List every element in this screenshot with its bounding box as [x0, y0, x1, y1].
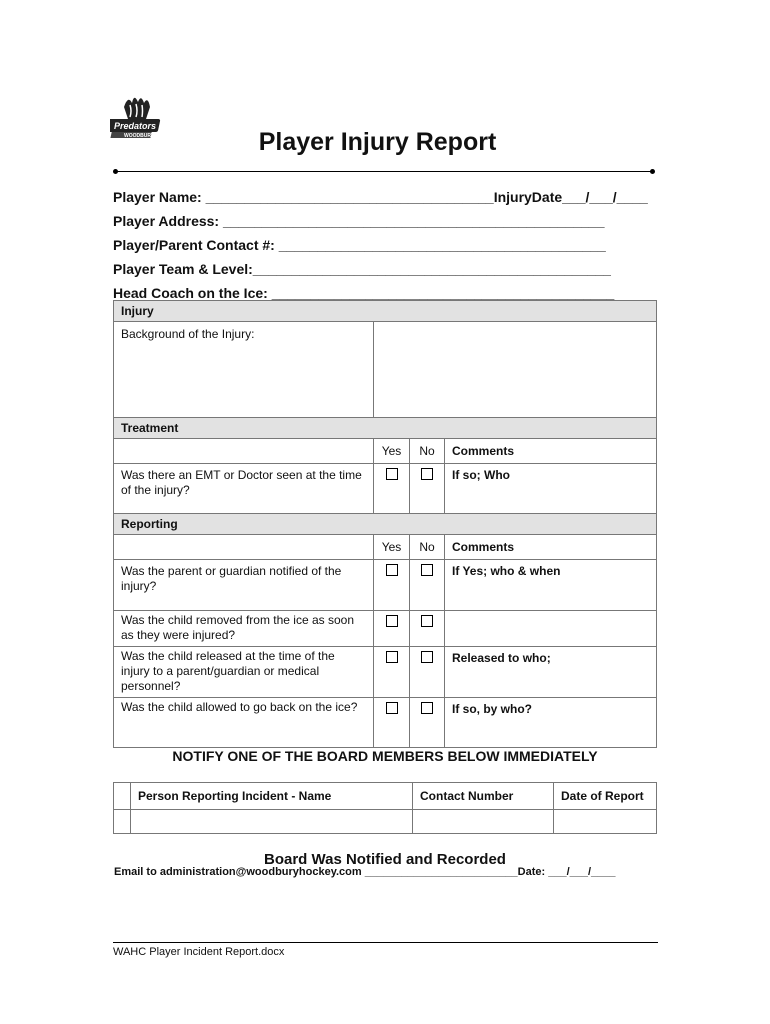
board-date-input[interactable] [554, 810, 657, 834]
treatment-question: Was there an EMT or Doctor seen at the time of the injury? [114, 464, 374, 514]
yes-checkbox[interactable] [386, 564, 398, 576]
title-rule [115, 171, 652, 172]
board-col-name: Person Reporting Incident - Name [131, 783, 413, 810]
reporting-question: Was the child released at the time of the injury to a parent/guardian or medical personnel? [114, 647, 374, 698]
reporting-question: Was the child removed from the ice as soon as they were injured? [114, 611, 374, 647]
yes-checkbox[interactable] [386, 615, 398, 627]
reporting-section-row [114, 514, 657, 535]
reporting-section-label: Reporting [114, 514, 657, 535]
rule-dot-right [650, 169, 655, 174]
yes-checkbox[interactable] [386, 468, 398, 480]
logo-subtext: WOODBURY [124, 133, 155, 139]
treatment-comment[interactable]: If so; Who [445, 464, 657, 514]
treatment-col-yes: Yes [374, 439, 410, 464]
injury-report-table [113, 300, 657, 748]
board-col-date: Date of Report [554, 783, 657, 810]
treatment-section-row [114, 418, 657, 439]
treatment-col-comments: Comments [445, 439, 657, 464]
board-index-cell [114, 810, 131, 834]
background-label: Background of the Injury: [114, 322, 374, 418]
board-header-row [114, 783, 657, 810]
no-checkbox[interactable] [421, 564, 433, 576]
reporting-col-comments: Comments [445, 535, 657, 560]
reporting-row [114, 560, 657, 611]
reporting-row [114, 698, 657, 748]
reporting-comment[interactable]: If Yes; who & when [445, 560, 657, 611]
reporting-header-blank [114, 535, 374, 560]
no-checkbox[interactable] [421, 615, 433, 627]
reporting-row [114, 611, 657, 647]
notify-heading: NOTIFY ONE OF THE BOARD MEMBERS BELOW IMMEDIATELY [172, 748, 598, 764]
treatment-header-row [114, 439, 657, 464]
no-checkbox[interactable] [421, 468, 433, 480]
reporting-header-row [114, 535, 657, 560]
reporting-comment[interactable] [445, 611, 657, 647]
injury-section-row [114, 301, 657, 322]
board-index-header [114, 783, 131, 810]
logo-text: Predators [114, 121, 157, 131]
board-contact-input[interactable] [413, 810, 554, 834]
reporting-comment[interactable]: Released to who; [445, 647, 657, 698]
board-notified-heading: Board Was Notified and Recorded [264, 851, 506, 868]
yes-checkbox[interactable] [386, 702, 398, 714]
reporting-question: Was the child allowed to go back on the ice? [114, 698, 374, 748]
reporting-comment[interactable]: If so, by who? [445, 698, 657, 748]
board-name-input[interactable] [131, 810, 413, 834]
treatment-col-no: No [410, 439, 445, 464]
player-address-field[interactable]: Player Address: _________________________________________________ [113, 213, 605, 229]
email-line[interactable]: Email to administration@woodburyhockey.com _________________________Date: ___/___/____ [114, 866, 616, 878]
board-entry-row [114, 810, 657, 834]
reporting-col-yes: Yes [374, 535, 410, 560]
reporting-question: Was the parent or guardian notified of the injury? [114, 560, 374, 611]
injury-background-row [114, 322, 657, 418]
footer-rule [113, 942, 658, 943]
team-level-field[interactable]: Player Team & Level:______________________________________________ [113, 261, 611, 277]
board-table [113, 782, 657, 834]
board-col-contact: Contact Number [413, 783, 554, 810]
yes-checkbox[interactable] [386, 651, 398, 663]
footer-filename: WAHC Player Incident Report.docx [113, 946, 285, 958]
no-checkbox[interactable] [421, 651, 433, 663]
reporting-row [114, 647, 657, 698]
injury-section-label: Injury [114, 301, 657, 322]
reporting-col-no: No [410, 535, 445, 560]
no-checkbox[interactable] [421, 702, 433, 714]
contact-field[interactable]: Player/Parent Contact #: __________________________________________ [113, 237, 606, 253]
background-input[interactable] [374, 322, 657, 418]
treatment-section-label: Treatment [114, 418, 657, 439]
head-coach-field[interactable]: Head Coach on the Ice: ____________________________________________ [113, 285, 615, 301]
treatment-header-blank [114, 439, 374, 464]
rule-dot-left [113, 169, 118, 174]
page-title: Player Injury Report [258, 128, 497, 156]
treatment-row [114, 464, 657, 514]
player-name-field[interactable]: Player Name: _____________________________________InjuryDate___/___/____ [113, 189, 648, 205]
